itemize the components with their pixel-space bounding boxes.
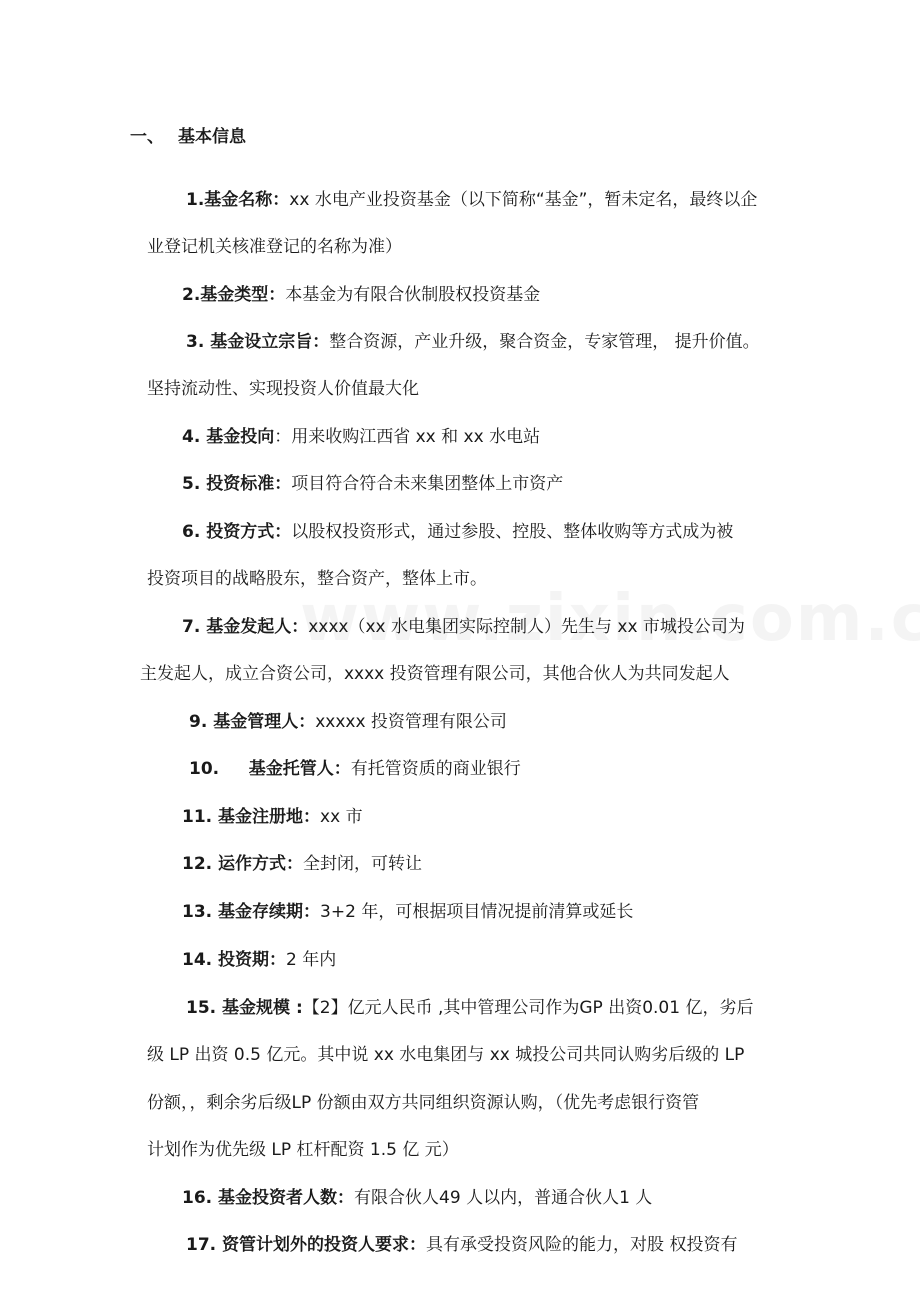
- item-12-line-1: [182, 852, 422, 876]
- item-3-line-2: [147, 377, 419, 401]
- item-3-line-1: [186, 330, 760, 354]
- item-text: ：用来收购江西省 xx 和 xx 水电站: [274, 427, 541, 447]
- item-text: 主发起人，成立合资公司，xxxx 投资管理有限公司，其他合伙人为共同发起人: [140, 664, 730, 684]
- section-title: 基本信息: [178, 127, 246, 147]
- item-1-line-1: [186, 188, 757, 212]
- item-label: 13. 基金存续期：: [182, 902, 321, 922]
- item-label: 1.基金名称：: [186, 190, 290, 210]
- item-5-line-1: [182, 472, 563, 496]
- item-text: 全封闭，可转让: [303, 854, 423, 874]
- item-6-line-2: [147, 567, 487, 591]
- item-text: xxxx（xx 水电集团实际控制人）先生与 xx 市城投公司为: [308, 617, 745, 637]
- item-10-line-1: [189, 757, 521, 781]
- item-17-line-1: [186, 1233, 737, 1257]
- item-text: 项目符合符合未来集团整体上市资产: [291, 474, 564, 494]
- item-label: 3. 基金设立宗旨：: [186, 332, 330, 352]
- item-text: 具有承受投资风险的能力，对股 权投资有: [426, 1235, 738, 1255]
- item-2-line-1: [182, 283, 540, 307]
- item-text: 3+2 年，可根据项目情况提前清算或延长: [320, 902, 634, 922]
- item-16-line-1: [182, 1186, 652, 1210]
- item-label: 12. 运作方式：: [182, 854, 304, 874]
- item-label: 7. 基金发起人：: [182, 617, 309, 637]
- item-text: xx 水电产业投资基金（以下简称“基金”，暂未定名，最终以企: [289, 190, 758, 210]
- item-label: 15. 基金规模 :: [186, 998, 303, 1018]
- item-label: 17. 资管计划外的投资人要求：: [186, 1235, 427, 1255]
- item-label: 6. 投资方式：: [182, 522, 292, 542]
- section-number: 一、: [130, 127, 164, 147]
- item-text: 份额，，剩余劣后级LP 份额由双方共同组织资源认购，（优先考虑银行资管: [147, 1093, 700, 1113]
- item-text: 以股权投资形式，通过参股、控股、整体收购等方式成为被: [291, 522, 734, 542]
- item-15-line-4: [147, 1138, 459, 1162]
- item-15-line-3: [147, 1091, 699, 1115]
- item-text: xxxxx 投资管理有限公司: [315, 712, 507, 732]
- item-label: 14. 投资期：: [182, 950, 287, 970]
- item-text: 整合资源，产业升级，聚合资金，专家管理， 提升价值。: [329, 332, 760, 352]
- item-4-line-1: [182, 425, 540, 449]
- item-label: 16. 基金投资者人数：: [182, 1188, 355, 1208]
- item-14-line-1: [182, 948, 336, 972]
- item-15-line-2: [147, 1043, 744, 1067]
- item-11-line-1: [182, 805, 363, 829]
- item-13-line-1: [182, 900, 633, 924]
- item-text: 2 年内: [286, 950, 337, 970]
- item-1-line-2: [147, 235, 402, 259]
- item-text: 计划作为优先级 LP 杠杆配资 1.5 亿 元）: [147, 1140, 459, 1160]
- item-text: 有限合伙人49 人以内，普通合伙人1 人: [354, 1188, 653, 1208]
- item-text: 坚持流动性、实现投资人价值最大化: [147, 379, 419, 399]
- item-15-line-1: [186, 996, 753, 1020]
- item-text: 业登记机关核准登记的名称为准）: [147, 237, 402, 257]
- item-7-line-1: [182, 615, 745, 639]
- section-heading: [130, 122, 246, 147]
- item-9-line-1: [189, 710, 507, 734]
- item-text: 级 LP 出资 0.5 亿元。其中说 xx 水电集团与 xx 城投公司共同认购劣后级的 LP: [147, 1045, 745, 1065]
- item-text: 【2】亿元人民币 ,其中管理公司作为GP 出资0.01 亿，劣后: [302, 998, 754, 1018]
- item-text: xx 市: [320, 807, 363, 827]
- item-label: 11. 基金注册地：: [182, 807, 321, 827]
- item-label: 9. 基金管理人：: [189, 712, 316, 732]
- item-label: 4. 基金投向: [182, 427, 275, 447]
- item-label: 2.基金类型：: [182, 285, 286, 305]
- item-label: 10. 基金托管人：: [189, 759, 351, 779]
- item-text: 本基金为有限合伙制股权投资基金: [285, 285, 541, 305]
- item-label: 5. 投资标准：: [182, 474, 292, 494]
- item-text: 投资项目的战略股东，整合资产，整体上市。: [147, 569, 487, 589]
- item-text: 有托管资质的商业银行: [350, 759, 521, 779]
- item-7-line-2: [140, 662, 730, 686]
- item-6-line-1: [182, 520, 733, 544]
